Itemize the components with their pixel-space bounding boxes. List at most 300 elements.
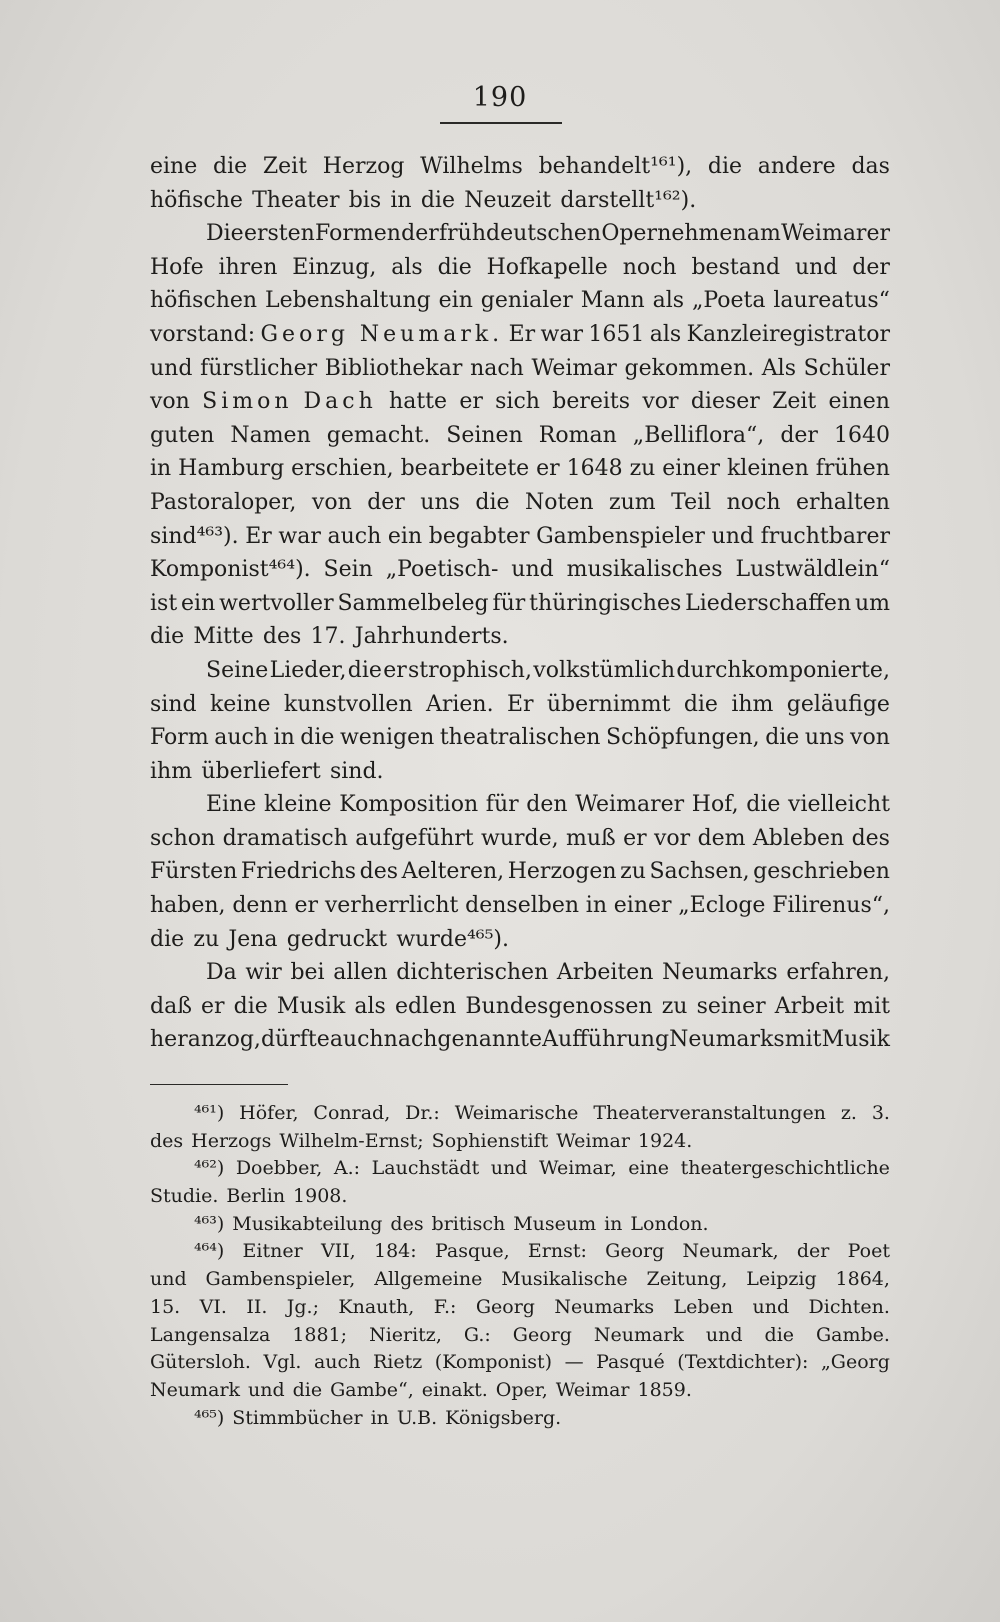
text-line [150,1023,890,1057]
word: in [604,1212,623,1235]
word: Seinen [446,422,523,448]
word: hatte [389,389,448,415]
word: verherrlicht [324,893,459,919]
word: Gütersloh. [150,1351,251,1374]
word: dieser [690,389,760,415]
word: sind. [329,758,384,784]
word: Aufführung [542,1027,670,1053]
word: Arbeit [774,993,845,1019]
word: wenigen [339,725,435,751]
word: Georg [512,1323,572,1346]
footnote-line [150,1238,890,1266]
word: Jahrhunderts. [354,624,509,650]
word: Stimmbücher [232,1406,363,1429]
word: den [526,792,568,818]
word: Einzug, [292,254,377,280]
word: laureatus“ [773,288,890,314]
word: Gambe“, [330,1378,414,1401]
word: uns [804,725,845,751]
word: Georg [475,1295,535,1318]
word: dramatisch [222,825,348,851]
text-line [150,755,890,789]
word: ⁴⁶¹) [194,1102,225,1124]
word: Filirenus“, [772,893,890,919]
text-line [150,822,890,856]
word: das [851,154,890,179]
word: denselben [465,893,580,919]
text-line [150,956,890,990]
word: eine [150,154,198,179]
word: gedruckt [286,926,388,952]
word: war [278,523,321,549]
word: Musikalische [501,1268,628,1291]
text-line [150,923,890,957]
word: „Belliflora“, [632,422,765,448]
word: London. [630,1212,709,1235]
word: Weimar [555,1378,630,1401]
word: Sophienstift [431,1129,549,1152]
word: Roman [538,422,617,448]
word: Dr.: [405,1102,440,1124]
word: ⁴⁶²) [194,1157,225,1180]
footnote-line [150,1294,890,1322]
word: Jena [228,926,278,952]
word: haben, [150,893,226,919]
word: Gambenspieler, [205,1268,356,1291]
word: Er [508,321,536,347]
word: und [490,1157,528,1180]
word: behandelt¹⁶¹), [538,154,693,179]
word: 1859. [637,1378,692,1401]
word: ein [181,590,216,616]
word: der [796,1240,830,1263]
word: Noten [525,489,594,515]
text-line [150,721,890,755]
text-line [150,486,890,520]
word: übernimmt [546,691,671,717]
word: denn [232,893,288,919]
text-line [150,452,890,486]
word: Wilhelms [420,154,523,179]
word: und [150,355,193,381]
word: eine [628,1157,670,1180]
word: und [511,557,554,583]
word: Neumark [593,1323,684,1346]
word: Gambe. [816,1323,890,1346]
word: ihm [731,691,774,717]
word: bearbeitete [400,456,530,482]
word: Hofkapelle [486,254,608,280]
word: Sachsen, [649,859,750,885]
word: überliefert [201,758,321,784]
word: Nieritz, [369,1323,442,1346]
word: Berlin [226,1185,286,1208]
word: Schüler [803,355,890,381]
word: Rietz [372,1351,423,1374]
word: die [347,657,382,683]
text-line [150,587,890,621]
word: höfischen [150,288,258,314]
text-line [150,788,890,822]
word: A.: [333,1157,361,1180]
word: Ableben [752,825,845,851]
word: Neumark, [682,1240,779,1263]
word: die [300,725,335,751]
word: ersten [243,221,315,247]
word: Jg.; [286,1295,320,1318]
word: der [401,221,439,247]
word: vielleicht [788,792,890,818]
text-line [150,150,890,184]
page-number: 190 [472,82,528,113]
word: in [585,893,608,919]
word: um [854,590,890,616]
word: „Georg [820,1351,890,1374]
word: erhalten [796,489,890,515]
word: die [764,1323,795,1346]
word: zu [620,859,646,885]
word: Mann [580,288,645,314]
word: ein [438,288,473,314]
word: nachgenannte [383,1027,543,1053]
word: 1908. [293,1185,348,1208]
word: schon [150,825,216,851]
word: VII, [320,1240,356,1263]
word: wurde, [481,825,559,851]
word: thüringisches [529,590,682,616]
word: guten [150,422,215,448]
word: Lustwäldlein“ [735,557,890,583]
word: 1864, [835,1268,890,1291]
footnote-line [150,1349,890,1377]
word: nach [470,355,524,381]
word: Langensalza [150,1323,271,1346]
word: 17. [310,624,346,650]
word: kleine [263,792,332,818]
word: einer [613,893,672,919]
word: Hamburg [178,456,285,482]
word: und [711,523,754,549]
word: Neumarks [662,960,778,986]
word: Friedrichs [240,859,357,885]
word: Lauchstädt [371,1157,480,1180]
footnote-rule [150,1084,288,1085]
word: geschrieben [753,859,890,885]
word: Form [150,725,209,751]
word: er [459,389,483,415]
word: erfahren, [786,960,890,986]
word: durchkomponierte, [676,657,890,683]
word: Weimar [531,355,617,381]
word: die [233,993,268,1019]
word: die [683,691,718,717]
word: 1640 [834,422,890,448]
word: mit [853,993,890,1019]
word: gekommen. [624,355,755,381]
text-line [150,688,890,722]
word: Eitner [242,1240,303,1263]
word: Pastoraloper, [150,489,297,515]
word: der [367,489,405,515]
word: auch [327,523,382,549]
word: theatralischen [439,725,601,751]
word: die [150,926,185,952]
word: Conrad, [313,1102,391,1124]
word: wir [245,960,282,986]
word: einen [828,389,890,415]
word: gemacht. [326,422,431,448]
word: Hof, [691,792,739,818]
word: Seine [206,657,269,683]
word: 15. [150,1295,181,1318]
word: britisch [431,1212,506,1235]
word: Poet [847,1240,890,1263]
word: Neumarks [669,1027,785,1053]
word: von [850,725,890,751]
word: ein [387,523,423,549]
word: Höfer, [239,1102,299,1124]
word: strophisch, [408,657,532,683]
word: ihm [150,758,193,784]
word: Neumarks [554,1295,655,1318]
word: Formen [315,221,401,247]
word: auch [214,725,268,751]
word: als [354,993,386,1019]
word: Teil [671,489,712,515]
word: Weimar, [539,1157,617,1180]
word: Wilhelm-Ernst; [279,1129,424,1152]
word: „Poeta [691,288,766,314]
word: uns [420,489,460,515]
word: nehmen [657,221,747,247]
word: ⁴⁶³) [194,1212,225,1235]
word: Oper [601,221,657,247]
word: in [390,187,412,213]
word: Georg [605,1240,665,1263]
word: Musik [821,1027,890,1053]
word: Zeitung, [646,1268,728,1291]
word: Königsberg. [445,1406,562,1429]
word: des [262,624,302,650]
text-line [150,184,890,218]
word: die [292,1378,323,1401]
word: Dichten. [808,1295,890,1318]
word: wurde⁴⁶⁵). [396,926,509,952]
word: auch [313,1351,361,1374]
word: war [540,321,583,347]
word: als [649,321,682,347]
word: Zeit [772,389,817,415]
word: er [294,893,319,919]
word: Mitte [193,624,254,650]
word: (Textdichter): [677,1351,809,1374]
word: Theater [252,187,340,213]
word: er [536,456,560,482]
word: sich [495,389,540,415]
word: Georg Neumark. [260,321,504,347]
word: zu [661,993,688,1019]
text-line [150,620,890,654]
body-text [150,150,890,1057]
word: der [780,422,818,448]
word: Herzogen [507,859,617,885]
word: Simon Dach [202,389,377,415]
footnote-line [150,1128,890,1156]
word: als [652,288,685,314]
word: Gambenspieler [536,523,705,549]
word: allen [333,960,388,986]
word: als [391,254,423,280]
word: vor [642,389,679,415]
word: sind [150,691,197,717]
word: Neuzeit [464,187,552,213]
word: mit [784,1027,822,1053]
text-line [150,318,890,352]
word: bei [290,960,325,986]
word: von [311,489,352,515]
footnote-line [150,1155,890,1183]
word: Musikabteilung [232,1212,383,1235]
text-line [150,419,890,453]
word: bestand [691,254,781,280]
word: zu [629,456,656,482]
text-line [150,855,890,889]
word: Neumark [150,1378,241,1401]
word: und [752,1295,790,1318]
word: (Komponist) [434,1351,553,1374]
word: bereits [552,389,631,415]
word: die [150,624,185,650]
word: die [475,489,510,515]
word: Leipzig [746,1268,817,1291]
word: z. [840,1102,857,1124]
footnote-line [150,1266,890,1294]
word: daß [150,993,192,1019]
word: F.: [433,1295,457,1318]
word: vorstand: [150,321,256,347]
word: Eine [206,792,257,818]
word: andere [757,154,836,179]
text-line [150,251,890,285]
word: Fürsten [150,859,238,885]
word: Weimarer [575,792,685,818]
word: 1651 [588,321,645,347]
word: frühen [815,456,890,482]
word: Bundesgenossen [465,993,653,1019]
word: ⁴⁶⁴) [194,1240,225,1263]
word: Weimarer [781,221,890,247]
word: einer [662,456,721,482]
text-line [150,520,890,554]
footnote-line [150,1100,890,1128]
word: II. [246,1295,268,1318]
word: und [150,1268,187,1291]
word: ⁴⁶⁵) [194,1406,225,1429]
word: und [248,1378,285,1401]
word: aufgeführt [355,825,474,851]
word: Sammelbeleg [337,590,489,616]
word: „Ecloge [678,893,766,919]
word: Weimarische [454,1102,579,1124]
word: erschien, [291,456,394,482]
word: Schöpfungen, [606,725,760,751]
word: die [707,154,743,179]
word: 1881; [292,1323,348,1346]
word: bis [348,187,382,213]
word: Komposition [339,792,479,818]
word: für [492,590,526,616]
word: dem [697,825,746,851]
word: und [705,1323,743,1346]
word: ihren [218,254,278,280]
word: dürfte [260,1027,330,1053]
word: Aelteren, [401,859,505,885]
word: Oper, [495,1378,548,1401]
word: Komponist⁴⁶⁴). [150,557,311,583]
word: die [212,154,248,179]
word: Musik [276,993,346,1019]
word: vor [654,825,691,851]
word: Theaterveranstaltungen [593,1102,826,1124]
word: volkstümlich [533,657,676,683]
word: noch [726,489,781,515]
word: am [746,221,781,247]
word: begabter [428,523,530,549]
text-line [150,654,890,688]
word: kleinen [726,456,809,482]
word: höfische [150,187,243,213]
word: keine [209,691,271,717]
word: des [851,825,890,851]
word: Doebber, [235,1157,323,1180]
footnote-line [150,1211,890,1239]
word: er [201,993,225,1019]
word: dichterischen [396,960,549,986]
word: Vgl. [263,1351,302,1374]
word: Hofe [150,254,204,280]
word: die [765,725,800,751]
word: heranzog, [150,1027,261,1053]
text-line [150,553,890,587]
word: des [150,1129,184,1152]
word: Herzogs [191,1129,272,1152]
footnotes [150,1100,890,1432]
word: noch [622,254,677,280]
word: von [150,389,190,415]
word: er [383,657,407,683]
word: Liederschaffen [685,590,852,616]
word: des [359,859,399,885]
word: Er [245,523,272,549]
footnote-line [150,1183,890,1211]
word: Pasque, [434,1240,510,1263]
word: genialer [480,288,573,314]
word: und [794,254,838,280]
word: 1648 [566,456,623,482]
word: 3. [871,1102,890,1124]
word: Lebenshaltung [264,288,431,314]
word: Knauth, [338,1295,415,1318]
word: U.B. [396,1406,438,1429]
word: Da [206,960,237,986]
word: frühdeutschen [439,221,602,247]
word: in [273,725,295,751]
word: VI. [199,1295,227,1318]
word: muß [566,825,616,851]
word: — [564,1351,584,1374]
word: 184: [374,1240,417,1263]
text-line [150,889,890,923]
